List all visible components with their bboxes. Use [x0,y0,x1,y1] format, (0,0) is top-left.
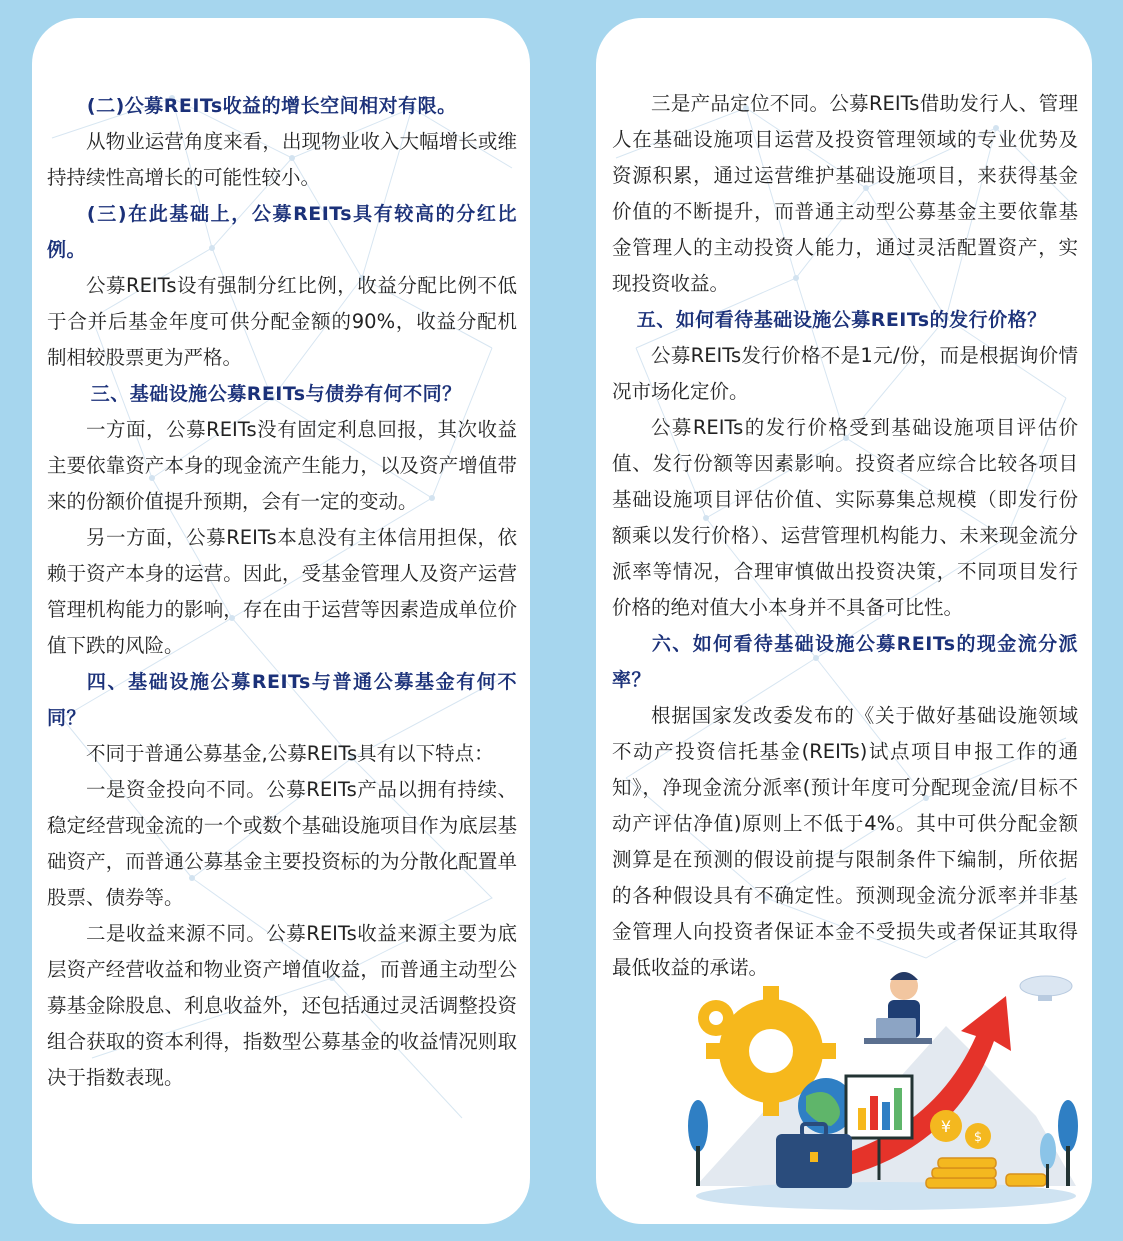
body-paragraph: 公募REITs发行价格不是1元/份，而是根据询价情况市场化定价。 [612,344,1078,403]
body-paragraph: 另一方面，公募REITs本息没有主体信用担保，依赖于资产本身的运营。因此，受基金管理人及资产运营管理机构能力的影响，存在由于运营等因素造成单位价值下跌的风险。 [47,526,517,657]
body-paragraph: 根据国家发改委发布的《关于做好基础设施领域不动产投资信托基金(REITs)试点项目申报工作的通知》，净现金流分派率(预计年度可分配现金流/目标不动产评估净值)原则上不低于4%。其中可供分配金额测算是在预测的假设前提与限制条件下编制，所依据的各种假设具有不确定性。预测现金流分派率并非基金管理人向投资者保证本金不受损失或者保证其取得最低收益的承诺。 [612,704,1078,979]
body-paragraph: 三是产品定位不同。公募REITs借助发行人、管理人在基础设施项目运营及投资管理领域的专业优势及资源积累，通过运营维护基础设施项目，来获得基金价值的不断提升，而普通主动型公募基金主要依靠基金管理人的主动投资人能力，通过灵活配置资产，实现投资收益。 [612,92,1078,295]
svg-text:$: $ [973,1130,983,1145]
blimp-icon [1020,976,1072,1001]
heading-dividend-ratio: (三)在此基础上，公募REITs具有较高的分红比例。 [47,203,517,261]
heading-vs-bonds: 三、基础设施公募REITs与债券有何不同？ [90,383,462,405]
body-paragraph: 一方面，公募REITs没有固定利息回报，其次收益主要依靠资产本身的现金流产生能力，以及资产增值带来的份额价值提升预期，会有一定的变动。 [47,418,517,513]
body-paragraph: 公募REITs设有强制分红比例，收益分配比例不低于合并后基金年度可供分配金额的90%，收益分配机制相较股票更为严格。 [47,274,517,369]
svg-text:¥: ¥ [940,1117,952,1136]
heading-vs-public-funds: 四、基础设施公募REITs与普通公募基金有何不同？ [47,671,517,729]
heading-growth-limited: (二)公募REITs收益的增长空间相对有限。 [86,95,457,117]
finance-illustration [676,956,1092,1218]
gear-icon [698,1000,734,1036]
right-text-column [612,86,1078,986]
left-panel [32,18,530,1224]
dollar-coin-icon [965,1123,991,1149]
businessman-laptop-icon [864,972,932,1044]
heading-distribution-rate: 六、如何看待基础设施公募REITs的现金流分派率？ [612,633,1078,691]
body-paragraph: 一是资金投向不同。公募REITs产品以拥有持续、稳定经营现金流的一个或数个基础设施项目作为底层基础资产，而普通公募基金主要投资标的为分散化配置单股票、债券等。 [47,778,517,909]
body-paragraph: 从物业运营角度来看，出现物业收入大幅增长或维持持续性高增长的可能性较小。 [47,130,517,189]
heading-issue-price: 五、如何看待基础设施公募REITs的发行价格？ [636,309,1047,331]
yuan-coin-icon [930,1110,962,1142]
body-paragraph: 公募REITs的发行价格受到基础设施项目评估价值、发行份额等因素影响。投资者应综合比较各项目基础设施项目评估价值、实际募集总规模（即发行份额乘以发行价格）、运营管理机构能力、未来现金流分派率等情况，合理审慎做出投资决策，不同项目发行价格的绝对值大小本身并不具备可比性。 [612,416,1078,619]
tree-icon [688,1100,708,1186]
body-paragraph: 不同于普通公募基金,公募REITs具有以下特点： [86,742,494,765]
right-panel [596,18,1092,1224]
body-paragraph: 二是收益来源不同。公募REITs收益来源主要为底层资产经营收益和物业资产增值收益，而普通主动型公募基金除股息、利息收益外，还包括通过灵活调整投资组合获取的资本利得，指数型公募基金的收益情况则取决于指数表现。 [47,922,517,1089]
left-text-column [47,88,517,1096]
